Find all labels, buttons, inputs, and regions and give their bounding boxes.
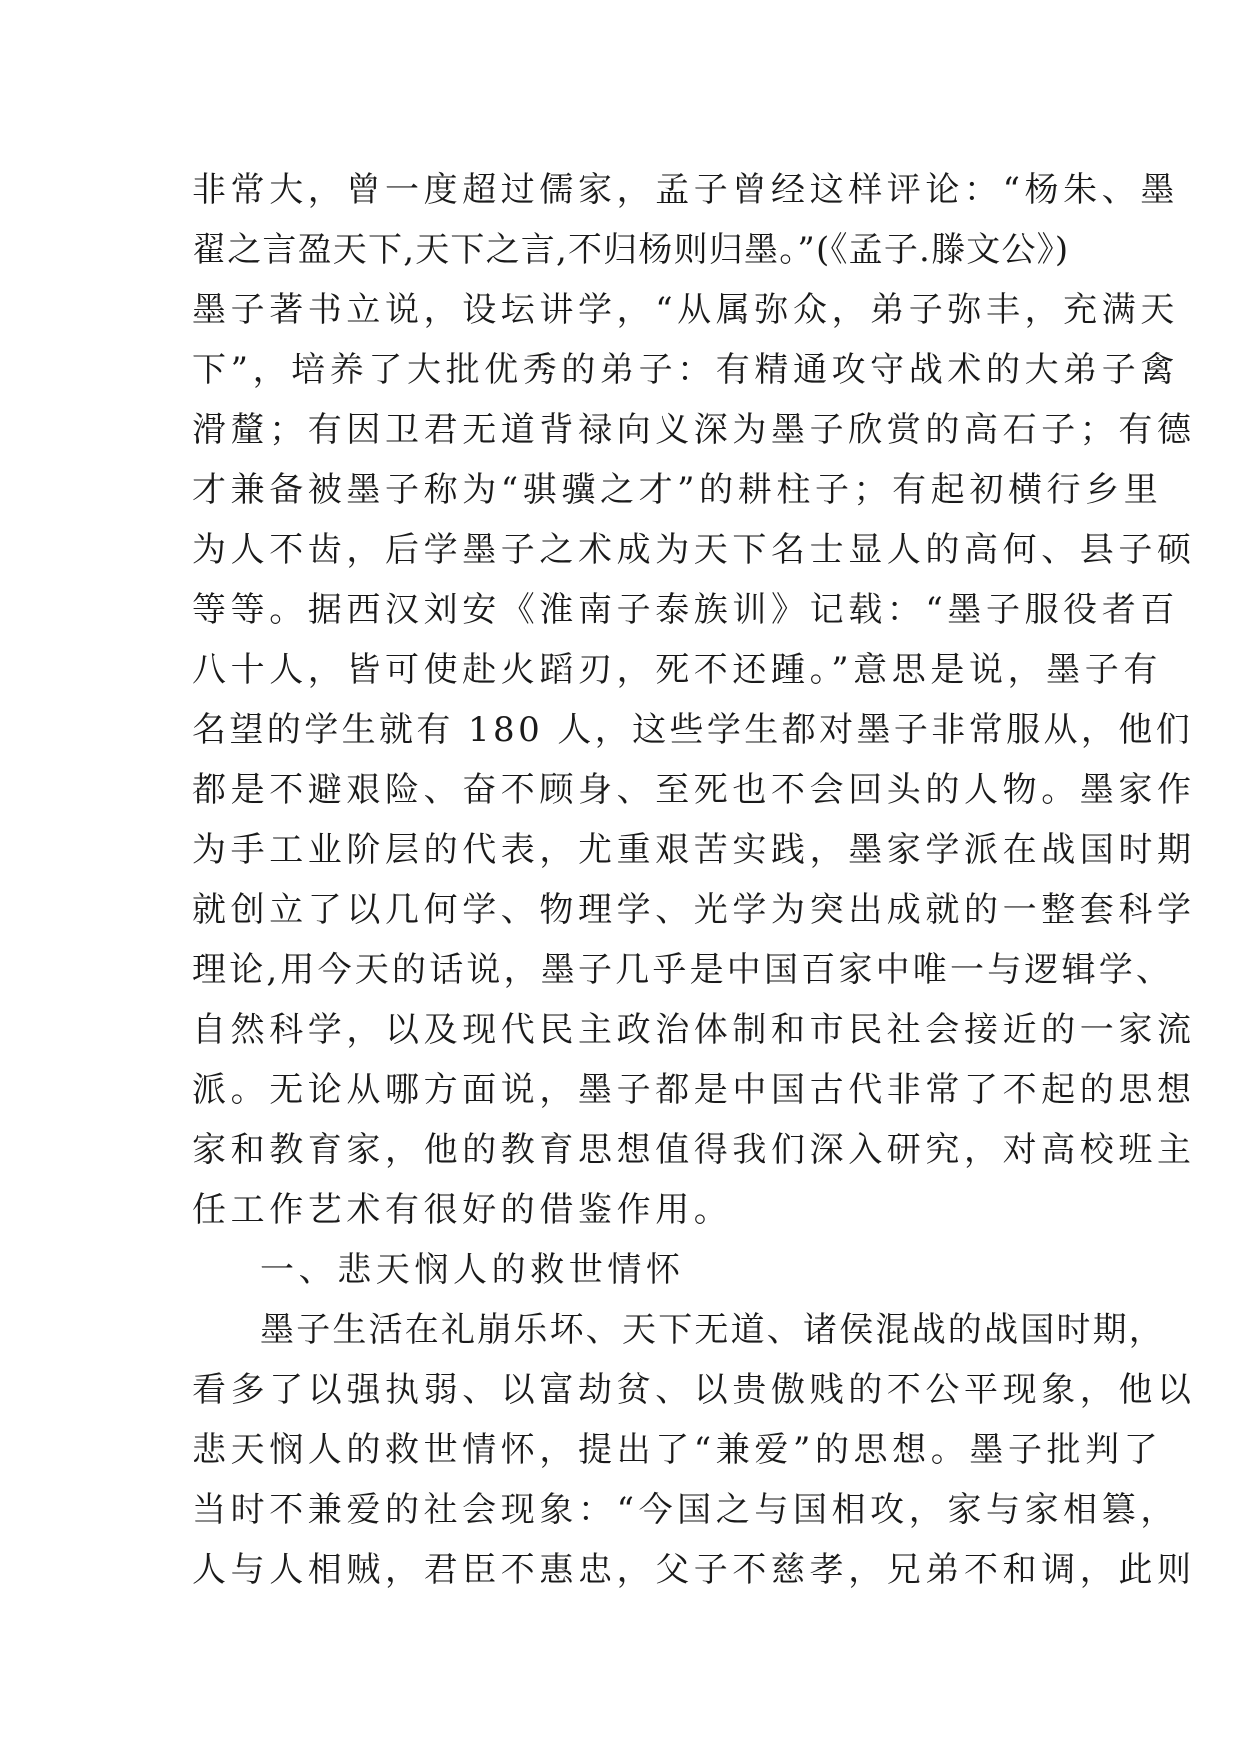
text-line: 下”，培养了大批优秀的弟子：有精通攻守战术的大弟子禽 [192, 350, 1179, 390]
text-line: 翟之言盈天下,天下之言,不归杨则归墨。”(《孟子.滕文公》) [192, 230, 1070, 270]
text-line: 滑釐；有因卫君无道背禄向义深为墨子欣赏的高石子；有德 [192, 410, 1196, 450]
body-text [192, 160, 1196, 1600]
text-line: 等等。据西汉刘安《淮南子泰族训》记载：“墨子服役者百 [192, 590, 1179, 630]
text-line: 自然科学，以及现代民主政治体制和市民社会接近的一家流 [192, 1010, 1196, 1050]
text-line: 派。无论从哪方面说，墨子都是中国古代非常了不起的思想 [192, 1070, 1196, 1110]
text-line: 人与人相贼，君臣不惠忠，父子不慈孝，兄弟不和调，此则 [192, 1550, 1196, 1590]
text-line: 非常大，曾一度超过儒家，孟子曾经这样评论：“杨朱、墨 [192, 170, 1179, 210]
text-line: 都是不避艰险、奋不顾身、至死也不会回头的人物。墨家作 [192, 770, 1196, 810]
text-line: 看多了以强执弱、以富劫贫、以贵傲贱的不公平现象，他以 [192, 1370, 1196, 1410]
text-line: 才兼备被墨子称为“骐骥之才”的耕柱子；有起初横行乡里 [192, 470, 1163, 510]
text-line: 就创立了以几何学、物理学、光学为突出成就的一整套科学 [192, 890, 1196, 930]
text-line: 当时不兼爱的社会现象：“今国之与国相攻，家与家相篡， [192, 1490, 1179, 1530]
text-line: 理论,用今天的话说，墨子几乎是中国百家中唯一与逻辑学、 [192, 950, 1174, 990]
text-line: 悲天悯人的救世情怀，提出了“兼爱”的思想。墨子批判了 [192, 1430, 1163, 1470]
text-line: 名望的学生就有 180 人，这些学生都对墨子非常服从，他们 [192, 710, 1194, 750]
text-line: 墨子生活在礼崩乐坏、天下无道、诸侯混战的战国时期， [260, 1310, 1165, 1350]
text-line: 家和教育家，他的教育思想值得我们深入研究，对高校班主 [192, 1130, 1196, 1170]
text-line: 墨子著书立说，设坛讲学，“从属弥众，弟子弥丰，充满天 [192, 290, 1179, 330]
text-line: 为人不齿，后学墨子之术成为天下名士显人的高何、县子硕 [192, 530, 1196, 570]
text-line: 任工作艺术有很好的借鉴作用。 [192, 1190, 733, 1230]
text-line: 为手工业阶层的代表，尤重艰苦实践，墨家学派在战国时期 [192, 830, 1196, 870]
text-line: 八十人，皆可使赴火蹈刃，死不还踵。”意思是说，墨子有 [192, 650, 1162, 690]
section-heading: 一、悲天悯人的救世情怀 [260, 1250, 685, 1290]
